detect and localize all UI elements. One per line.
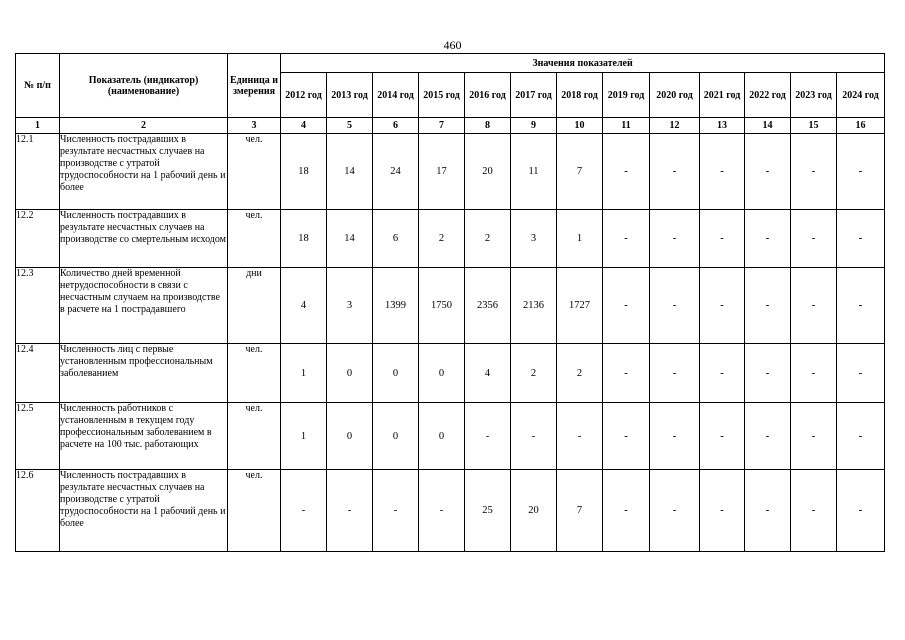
row-number: 12.4 (16, 344, 60, 403)
indicator-value: 1750 (419, 268, 465, 344)
indicator-value: - (281, 470, 327, 552)
header-year: 2017 год (511, 73, 557, 118)
indicator-value: - (650, 210, 700, 268)
header-year: 2015 год (419, 73, 465, 118)
indicator-value: 3 (511, 210, 557, 268)
table-row (16, 344, 885, 403)
indicator-value: 17 (419, 134, 465, 210)
indicator-value: - (511, 403, 557, 470)
indicator-name: Количество дней временной нетрудоспособности в связи с несчастным случаем на производстве в расчете на 1 пострадавшего (60, 268, 228, 344)
indicator-value: 6 (373, 210, 419, 268)
indicator-value: - (650, 470, 700, 552)
indicator-value: - (837, 134, 885, 210)
indicator-value: 7 (557, 470, 603, 552)
indicator-value: - (373, 470, 419, 552)
table-row (16, 268, 885, 344)
row-number: 12.2 (16, 210, 60, 268)
indicator-value: - (791, 470, 837, 552)
indicator-value: - (837, 210, 885, 268)
indicator-value: 1727 (557, 268, 603, 344)
indicator-unit: чел. (228, 470, 281, 552)
indicator-unit: чел. (228, 403, 281, 470)
column-index: 4 (281, 118, 327, 134)
row-number: 12.1 (16, 134, 60, 210)
indicator-value: 0 (373, 344, 419, 403)
indicator-value: - (837, 403, 885, 470)
header-year: 2022 год (745, 73, 791, 118)
indicator-value: - (700, 268, 745, 344)
indicator-value: - (791, 210, 837, 268)
indicator-value: - (465, 403, 511, 470)
indicator-value: - (700, 210, 745, 268)
indicator-value: - (603, 268, 650, 344)
indicator-value: 0 (419, 403, 465, 470)
indicator-unit: чел. (228, 134, 281, 210)
indicator-name: Численность пострадавших в результате несчастных случаев на производстве с утратой трудоспособности на 1 рабочий день и более (60, 134, 228, 210)
indicator-value: 14 (327, 210, 373, 268)
row-number: 12.5 (16, 403, 60, 470)
indicator-value: 18 (281, 210, 327, 268)
indicator-value: - (603, 210, 650, 268)
row-number: 12.6 (16, 470, 60, 552)
column-index: 1 (16, 118, 60, 134)
indicator-name: Численность лиц с первые установленным профессиональным заболеванием (60, 344, 228, 403)
header-year: 2023 год (791, 73, 837, 118)
indicator-value: 24 (373, 134, 419, 210)
indicator-name: Численность пострадавших в результате несчастных случаев на производстве с утратой трудоспособности на 1 рабочий день и более (60, 470, 228, 552)
indicator-value: 2136 (511, 268, 557, 344)
column-index: 2 (60, 118, 228, 134)
indicator-value: - (745, 134, 791, 210)
column-index: 9 (511, 118, 557, 134)
indicator-value: 0 (373, 403, 419, 470)
indicator-value: - (791, 403, 837, 470)
indicator-value: - (650, 134, 700, 210)
indicator-value: 0 (419, 344, 465, 403)
indicator-value: - (603, 344, 650, 403)
column-index: 14 (745, 118, 791, 134)
indicator-value: 1 (281, 344, 327, 403)
indicator-value: - (745, 210, 791, 268)
header-year: 2020 год (650, 73, 700, 118)
indicator-value: - (745, 344, 791, 403)
indicator-value: 2 (419, 210, 465, 268)
header-year: 2016 год (465, 73, 511, 118)
indicator-value: 2 (465, 210, 511, 268)
indicator-value: - (650, 403, 700, 470)
indicator-value: 1 (281, 403, 327, 470)
indicator-unit: дни (228, 268, 281, 344)
indicator-value: - (745, 268, 791, 344)
column-index: 5 (327, 118, 373, 134)
header-indicator: Показатель (индикатор) (наименование) (60, 54, 228, 118)
indicator-value: - (791, 134, 837, 210)
indicator-value: - (700, 134, 745, 210)
indicator-value: - (745, 470, 791, 552)
indicator-value: - (837, 268, 885, 344)
column-index: 8 (465, 118, 511, 134)
indicator-name: Численность пострадавших в результате несчастных случаев на производстве со смертельным исходом (60, 210, 228, 268)
indicator-value: - (837, 470, 885, 552)
table-row (16, 134, 885, 210)
indicator-value: 20 (511, 470, 557, 552)
column-index: 6 (373, 118, 419, 134)
header-year: 2021 год (700, 73, 745, 118)
indicator-value: 18 (281, 134, 327, 210)
row-number: 12.3 (16, 268, 60, 344)
indicator-value: - (745, 403, 791, 470)
indicator-unit: чел. (228, 210, 281, 268)
indicator-value: - (603, 403, 650, 470)
column-index: 11 (603, 118, 650, 134)
header-year: 2019 год (603, 73, 650, 118)
header-year: 2024 год (837, 73, 885, 118)
indicator-unit: чел. (228, 344, 281, 403)
indicator-value: - (791, 344, 837, 403)
indicator-value: 1399 (373, 268, 419, 344)
header-unit: Единица измерения (228, 54, 281, 118)
indicator-value: 25 (465, 470, 511, 552)
table-row (16, 403, 885, 470)
indicator-value: - (557, 403, 603, 470)
header-year: 2013 год (327, 73, 373, 118)
header-year: 2012 год (281, 73, 327, 118)
table-row (16, 210, 885, 268)
indicator-value: - (700, 344, 745, 403)
indicator-value: - (327, 470, 373, 552)
indicator-value: 20 (465, 134, 511, 210)
header-year: 2014 год (373, 73, 419, 118)
indicator-value: - (419, 470, 465, 552)
indicator-value: 7 (557, 134, 603, 210)
column-index: 7 (419, 118, 465, 134)
indicator-value: 1 (557, 210, 603, 268)
indicator-value: 3 (327, 268, 373, 344)
column-index: 15 (791, 118, 837, 134)
indicator-value: 4 (465, 344, 511, 403)
indicator-value: 0 (327, 403, 373, 470)
column-index: 13 (700, 118, 745, 134)
table-row (16, 470, 885, 552)
header-values: Значения показателей (281, 54, 885, 73)
indicator-value: - (650, 268, 700, 344)
indicator-value: - (700, 470, 745, 552)
indicator-value: 2 (557, 344, 603, 403)
header-num: № п/п (16, 54, 60, 118)
indicator-name: Численность работников с установленным в текущем году профессиональным заболеванием в расчете на 100 тыс. работающих (60, 403, 228, 470)
indicators-table (15, 53, 885, 552)
indicator-value: 4 (281, 268, 327, 344)
indicator-value: 2356 (465, 268, 511, 344)
indicator-value: - (603, 134, 650, 210)
indicator-value: - (650, 344, 700, 403)
indicator-value: 2 (511, 344, 557, 403)
indicator-value: 0 (327, 344, 373, 403)
indicator-value: 11 (511, 134, 557, 210)
indicator-value: - (603, 470, 650, 552)
column-index: 3 (228, 118, 281, 134)
header-year: 2018 год (557, 73, 603, 118)
indicator-value: - (791, 268, 837, 344)
column-index: 16 (837, 118, 885, 134)
indicator-value: - (837, 344, 885, 403)
page-number: 460 (443, 38, 462, 52)
indicator-value: 14 (327, 134, 373, 210)
column-index: 12 (650, 118, 700, 134)
column-index: 10 (557, 118, 603, 134)
indicator-value: - (700, 403, 745, 470)
